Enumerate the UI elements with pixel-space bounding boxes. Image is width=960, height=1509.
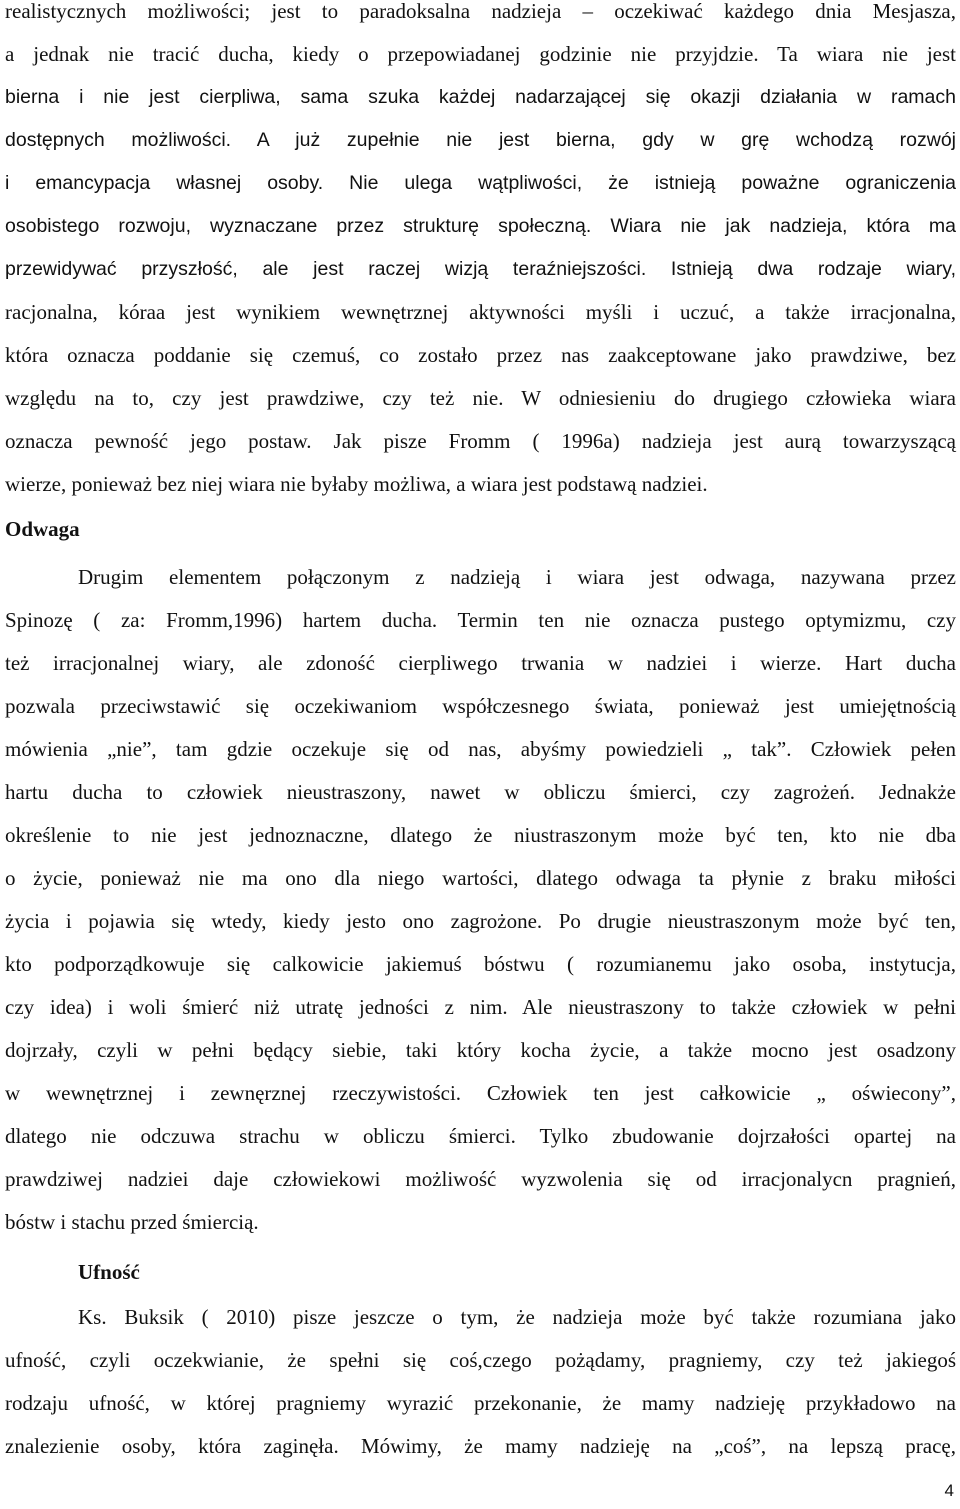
text-line: rodzaju ufność, w której pragniemy wyrazić przekonanie, że mamy nadzieję przykładowo na (5, 1391, 956, 1415)
text-line: bóstw i stachu przed śmiercią. (5, 1210, 259, 1234)
text-line: prawdziwej nadziei daje człowiekowi możliwość wyzwolenia się od irracjonalycn pragnień, (5, 1167, 956, 1191)
text-line: Drugim elementem połączonym z nadzieją i wiara jest odwaga, nazywana przez (78, 565, 956, 589)
section-heading-ufnosc: Ufność (78, 1260, 140, 1284)
text-line: racjonalna, kóraa jest wynikiem wewnętrznej aktywności myśli i uczuć, a także irracjonalna, (5, 300, 956, 324)
text-line: też irracjonalnej wiary, ale zdoność cierpliwego trwania w nadziei i wierze. Hart ducha (5, 651, 956, 675)
text-line: oznacza pewność jego postaw. Jak pisze Fromm ( 1996a) nadzieja jest aurą towarzyszącą (5, 429, 956, 453)
text-line: czy idea) i woli śmierć niż utratę jedności z nim. Ale nieustraszony to także człowiek w pełni (5, 995, 956, 1019)
text-line: i emancypacja własnej osoby. Nie ulega wątpliwości, że istnieją poważne ograniczenia (5, 172, 956, 194)
text-line: znalezienie osoby, która zaginęła. Mówimy, że mamy nadzieję na „coś”, na lepszą pracę, (5, 1434, 956, 1458)
section-heading-odwaga: Odwaga (5, 517, 80, 541)
text-line: mówienia „nie”, tam gdzie oczekuje się od nas, abyśmy powiedzieli „ tak”. Człowiek pełen (5, 737, 956, 761)
text-line: dostępnych możliwości. A już zupełnie nie jest bierna, gdy w grę wchodzą rozwój (5, 129, 956, 151)
text-line: przewidywać przyszłość, ale jest raczej wizją teraźniejszości. Istnieją dwa rodzaje wiary, (5, 258, 956, 280)
text-line: dojrzały, czyli w pełni będący siebie, taki który kocha życie, a także mocno jest osadzony (5, 1038, 956, 1062)
text-line: Ks. Buksik ( 2010) pisze jeszcze o tym, że nadzieja może być także rozumiana jako (78, 1305, 956, 1329)
text-line: wierze, ponieważ bez niej wiara nie byłaby możliwa, a wiara jest podstawą nadziei. (5, 472, 708, 496)
page-number: 4 (944, 1481, 954, 1500)
text-line: osobistego rozwoju, wyznaczane przez strukturę społeczną. Wiara nie jak nadzieja, która ma (5, 215, 956, 237)
text-line: realistycznych możliwości; jest to paradoksalna nadzieja – oczekiwać każdego dnia Mesjasza, (5, 0, 956, 23)
text-line: ufność, czyli oczekwianie, że spełni się coś,czego pożądamy, pragniemy, czy też jakiegoś (5, 1348, 956, 1372)
text-line: dlatego nie odczuwa strachu w obliczu śmierci. Tylko zbudowanie dojrzałości opartej na (5, 1124, 956, 1148)
text-line: o życie, ponieważ nie ma ono dla niego wartości, dlatego odwaga ta płynie z braku miłości (5, 866, 956, 890)
text-line: określenie to nie jest jednoznaczne, dlatego że niustraszonym może być ten, kto nie dba (5, 823, 956, 847)
text-line: Spinozę ( za: Fromm,1996) hartem ducha. Termin ten nie oznacza pustego optymizmu, czy (5, 608, 956, 632)
text-line: w wewnętrznej i zewnęrznej rzeczywistości. Człowiek ten jest całkowicie „ oświecony”, (5, 1081, 956, 1105)
text-line: pozwala przeciwstawić się oczekiwaniom współczesnego świata, ponieważ jest umiejętnością (5, 694, 956, 718)
text-line: która oznacza poddanie się czemuś, co zostało przez nas zaakceptowane jako prawdziwe, bez (5, 343, 956, 367)
text-line: bierna i nie jest cierpliwa, sama szuka każdej nadarzającej się okazji działania w ramach (5, 86, 956, 108)
text-line: hartu ducha to człowiek nieustraszony, nawet w obliczu śmierci, czy zagrożeń. Jednakże (5, 780, 956, 804)
text-line: kto podporządkowuje się calkowicie jakiemuś bóstwu ( rozumianemu jako osoba, instytucja, (5, 952, 956, 976)
text-line: względu na to, czy jest prawdziwe, czy też nie. W odniesieniu do drugiego człowieka wiara (5, 386, 956, 410)
text-line: a jednak nie tracić ducha, kiedy o przepowiadanej godzinie nie przyjdzie. Ta wiara nie jest (5, 42, 956, 66)
text-line: życia i pojawia się wtedy, kiedy jesto ono zagrożone. Po drugie nieustraszonym może być ten, (5, 909, 956, 933)
